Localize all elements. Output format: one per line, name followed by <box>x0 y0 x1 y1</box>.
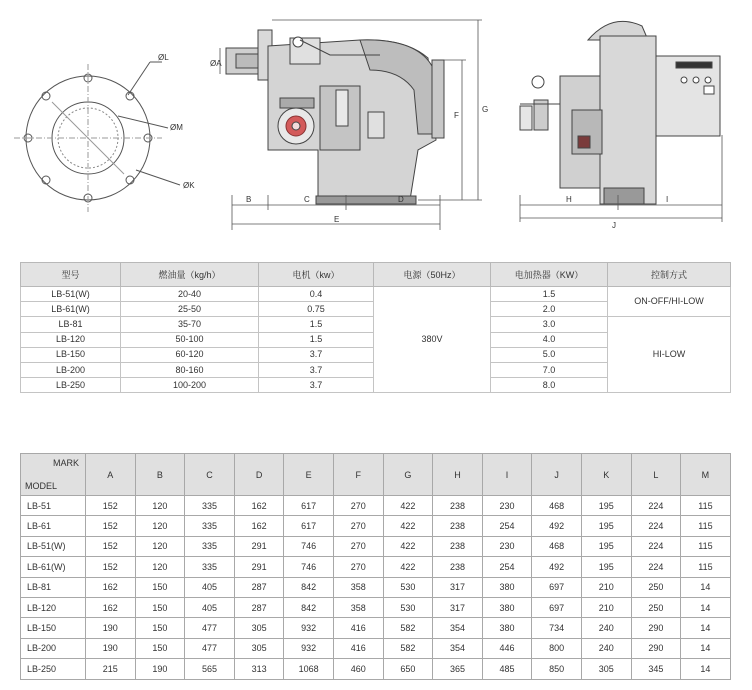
dim-value: 290 <box>631 638 681 658</box>
dim-value: 215 <box>86 659 136 679</box>
dim-value: 291 <box>234 557 284 577</box>
table-row <box>21 496 731 516</box>
dim-value: 422 <box>383 516 433 536</box>
spec-motor: 3.7 <box>259 378 374 393</box>
dim-value: 115 <box>681 557 731 577</box>
dim-value: 152 <box>86 516 136 536</box>
burner-front-view <box>520 21 720 204</box>
spec-fuel: 25-50 <box>121 302 259 317</box>
spec-motor: 1.5 <box>259 332 374 347</box>
spec-motor: 3.7 <box>259 347 374 362</box>
dim-value: 416 <box>333 638 383 658</box>
dim-table-header <box>21 454 731 496</box>
dim-header-col: M <box>681 454 731 496</box>
dim-value: 354 <box>433 618 483 638</box>
dim-value: 842 <box>284 577 334 597</box>
dim-value: 477 <box>185 618 235 638</box>
table-row <box>21 638 731 658</box>
dim-value: 291 <box>234 536 284 556</box>
table-row <box>21 597 731 617</box>
dim-value: 460 <box>333 659 383 679</box>
dim-value: 230 <box>482 496 532 516</box>
spec-motor: 0.4 <box>259 287 374 302</box>
dim-value: 210 <box>581 597 631 617</box>
side-label-e: E <box>334 215 340 224</box>
dim-value: 224 <box>631 516 681 536</box>
dim-value: 162 <box>86 597 136 617</box>
spec-heater: 7.0 <box>491 362 608 377</box>
dim-value: 380 <box>482 597 532 617</box>
dim-value: 305 <box>234 638 284 658</box>
dim-value: 240 <box>581 618 631 638</box>
dim-value: 195 <box>581 557 631 577</box>
dim-value: 254 <box>482 516 532 536</box>
dim-header-col: B <box>135 454 185 496</box>
dim-value: 14 <box>681 577 731 597</box>
dim-value: 416 <box>333 618 383 638</box>
dim-value: 190 <box>86 638 136 658</box>
dim-value: 1068 <box>284 659 334 679</box>
dim-value: 115 <box>681 536 731 556</box>
dim-value: 150 <box>135 638 185 658</box>
spec-model: LB-81 <box>21 317 121 332</box>
front-label-i: I <box>666 195 669 204</box>
dim-model: LB-120 <box>21 597 86 617</box>
dim-value: 224 <box>631 557 681 577</box>
dim-value: 354 <box>433 638 483 658</box>
spec-power: 380V <box>374 287 491 393</box>
dim-value: 254 <box>482 557 532 577</box>
dim-model: LB-150 <box>21 618 86 638</box>
dim-value: 195 <box>581 536 631 556</box>
dim-value: 565 <box>185 659 235 679</box>
dim-value: 224 <box>631 496 681 516</box>
dim-value: 230 <box>482 536 532 556</box>
spec-header-power: 电源（50Hz） <box>374 263 491 287</box>
dim-value: 697 <box>532 597 582 617</box>
spec-header-fuel: 燃油量（kg/h） <box>121 263 259 287</box>
dim-value: 422 <box>383 496 433 516</box>
dim-value: 405 <box>185 577 235 597</box>
dim-value: 115 <box>681 496 731 516</box>
dim-value: 492 <box>532 516 582 536</box>
table-row <box>21 516 731 536</box>
dim-value: 313 <box>234 659 284 679</box>
dim-value: 477 <box>185 638 235 658</box>
dim-value: 697 <box>532 577 582 597</box>
dim-value: 422 <box>383 557 433 577</box>
dim-header-col: G <box>383 454 433 496</box>
dim-value: 270 <box>333 496 383 516</box>
dim-value: 120 <box>135 557 185 577</box>
dim-value: 238 <box>433 496 483 516</box>
dim-value: 746 <box>284 536 334 556</box>
dim-value: 617 <box>284 516 334 536</box>
dim-value: 287 <box>234 597 284 617</box>
spec-model: LB-51(W) <box>21 287 121 302</box>
dimension-table <box>20 453 731 680</box>
dim-value: 162 <box>86 577 136 597</box>
table-row <box>21 536 731 556</box>
dim-header-col: H <box>433 454 483 496</box>
dim-table-body <box>21 496 731 680</box>
dim-value: 358 <box>333 597 383 617</box>
dim-value: 250 <box>631 597 681 617</box>
dim-value: 287 <box>234 577 284 597</box>
dim-model: LB-250 <box>21 659 86 679</box>
dim-value: 240 <box>581 638 631 658</box>
dim-value: 317 <box>433 597 483 617</box>
dim-value: 335 <box>185 557 235 577</box>
dim-value: 932 <box>284 618 334 638</box>
dim-value: 746 <box>284 557 334 577</box>
dim-value: 210 <box>581 577 631 597</box>
dim-value: 270 <box>333 516 383 536</box>
dim-value: 530 <box>383 597 433 617</box>
table-row <box>21 618 731 638</box>
dim-value: 14 <box>681 597 731 617</box>
dim-value: 380 <box>482 577 532 597</box>
spec-model: LB-150 <box>21 347 121 362</box>
spec-heater: 8.0 <box>491 378 608 393</box>
dim-value: 468 <box>532 536 582 556</box>
side-label-f: F <box>454 111 459 120</box>
spec-model: LB-250 <box>21 378 121 393</box>
dim-header-col: F <box>333 454 383 496</box>
burner-side-view <box>226 30 444 204</box>
spec-table <box>20 262 731 393</box>
dim-header-col: L <box>631 454 681 496</box>
side-label-g: G <box>482 105 489 114</box>
dim-value: 238 <box>433 516 483 536</box>
dim-value: 14 <box>681 618 731 638</box>
spec-control-onoff: ON-OFF/HI-LOW <box>608 287 731 317</box>
dim-value: 120 <box>135 516 185 536</box>
spec-fuel: 60-120 <box>121 347 259 362</box>
dim-value: 650 <box>383 659 433 679</box>
spec-motor: 0.75 <box>259 302 374 317</box>
dim-header-col: J <box>532 454 582 496</box>
dim-value: 162 <box>234 516 284 536</box>
dim-header-model: MODEL <box>25 481 58 491</box>
dim-header-col: C <box>185 454 235 496</box>
dim-value: 120 <box>135 536 185 556</box>
dim-value: 305 <box>581 659 631 679</box>
spec-motor: 3.7 <box>259 362 374 377</box>
dim-value: 150 <box>135 618 185 638</box>
front-label-h: H <box>566 195 572 204</box>
dim-value: 150 <box>135 597 185 617</box>
dim-value: 468 <box>532 496 582 516</box>
dim-value: 446 <box>482 638 532 658</box>
spec-fuel: 80-160 <box>121 362 259 377</box>
dim-value: 734 <box>532 618 582 638</box>
dim-header-col: A <box>86 454 136 496</box>
dim-value: 270 <box>333 536 383 556</box>
table-row <box>21 287 731 302</box>
dim-value: 335 <box>185 496 235 516</box>
spec-header-heater: 电加热器（KW） <box>491 263 608 287</box>
dim-value: 850 <box>532 659 582 679</box>
table-row <box>21 557 731 577</box>
flange-view <box>14 62 180 212</box>
side-label-c: C <box>304 195 310 204</box>
spec-header-motor: 电机（kw） <box>259 263 374 287</box>
dim-model: LB-51 <box>21 496 86 516</box>
dim-header-col: D <box>234 454 284 496</box>
dim-value: 14 <box>681 659 731 679</box>
dim-value: 238 <box>433 536 483 556</box>
dim-model: LB-61 <box>21 516 86 536</box>
flange-label-k: ØK <box>183 181 195 190</box>
spec-heater: 5.0 <box>491 347 608 362</box>
dim-value: 150 <box>135 577 185 597</box>
spec-header-control: 控制方式 <box>608 263 731 287</box>
dim-value: 152 <box>86 496 136 516</box>
dim-value: 582 <box>383 638 433 658</box>
spec-heater: 4.0 <box>491 332 608 347</box>
spec-fuel: 35-70 <box>121 317 259 332</box>
dim-model: LB-81 <box>21 577 86 597</box>
dim-value: 305 <box>234 618 284 638</box>
flange-label-m: ØM <box>170 123 183 132</box>
dim-value: 120 <box>135 496 185 516</box>
spec-heater: 2.0 <box>491 302 608 317</box>
table-row <box>21 577 731 597</box>
dim-value: 195 <box>581 516 631 536</box>
dim-value: 492 <box>532 557 582 577</box>
dim-header-mark: MARK <box>52 458 79 468</box>
dim-value: 270 <box>333 557 383 577</box>
side-label-d: D <box>398 195 404 204</box>
dim-header-col: K <box>581 454 631 496</box>
dim-value: 152 <box>86 557 136 577</box>
dim-value: 932 <box>284 638 334 658</box>
dim-value: 345 <box>631 659 681 679</box>
dim-value: 190 <box>135 659 185 679</box>
flange-label-l: ØL <box>158 53 169 62</box>
dim-value: 358 <box>333 577 383 597</box>
spec-model: LB-120 <box>21 332 121 347</box>
dim-value: 190 <box>86 618 136 638</box>
front-label-j: J <box>612 221 616 230</box>
side-label-a: ØA <box>210 59 222 68</box>
dim-value: 238 <box>433 557 483 577</box>
dim-value: 224 <box>631 536 681 556</box>
dim-value: 617 <box>284 496 334 516</box>
dim-model: LB-200 <box>21 638 86 658</box>
spec-heater: 1.5 <box>491 287 608 302</box>
dim-header-col: E <box>284 454 334 496</box>
dim-value: 195 <box>581 496 631 516</box>
spec-header-model: 型号 <box>21 263 121 287</box>
spec-fuel: 100-200 <box>121 378 259 393</box>
dim-value: 842 <box>284 597 334 617</box>
dim-value: 422 <box>383 536 433 556</box>
dim-value: 115 <box>681 516 731 536</box>
dim-value: 485 <box>482 659 532 679</box>
dim-value: 162 <box>234 496 284 516</box>
spec-motor: 1.5 <box>259 317 374 332</box>
dim-model: LB-51(W) <box>21 536 86 556</box>
dim-value: 582 <box>383 618 433 638</box>
spec-heater: 3.0 <box>491 317 608 332</box>
spec-fuel: 20-40 <box>121 287 259 302</box>
dim-value: 14 <box>681 638 731 658</box>
dim-value: 335 <box>185 536 235 556</box>
dim-value: 365 <box>433 659 483 679</box>
table-row <box>21 659 731 679</box>
dim-value: 800 <box>532 638 582 658</box>
spec-model: LB-200 <box>21 362 121 377</box>
spec-model: LB-61(W) <box>21 302 121 317</box>
dim-header-corner <box>21 454 86 496</box>
dim-value: 250 <box>631 577 681 597</box>
side-label-b: B <box>246 195 252 204</box>
dim-value: 152 <box>86 536 136 556</box>
spec-table-header <box>21 263 731 287</box>
dim-value: 405 <box>185 597 235 617</box>
technical-drawings <box>0 0 752 250</box>
dim-header-col: I <box>482 454 532 496</box>
dim-model: LB-61(W) <box>21 557 86 577</box>
spec-control-hilow: HI-LOW <box>608 317 731 393</box>
dim-value: 335 <box>185 516 235 536</box>
spec-fuel: 50-100 <box>121 332 259 347</box>
dim-value: 317 <box>433 577 483 597</box>
dim-value: 530 <box>383 577 433 597</box>
dim-value: 380 <box>482 618 532 638</box>
dim-value: 290 <box>631 618 681 638</box>
